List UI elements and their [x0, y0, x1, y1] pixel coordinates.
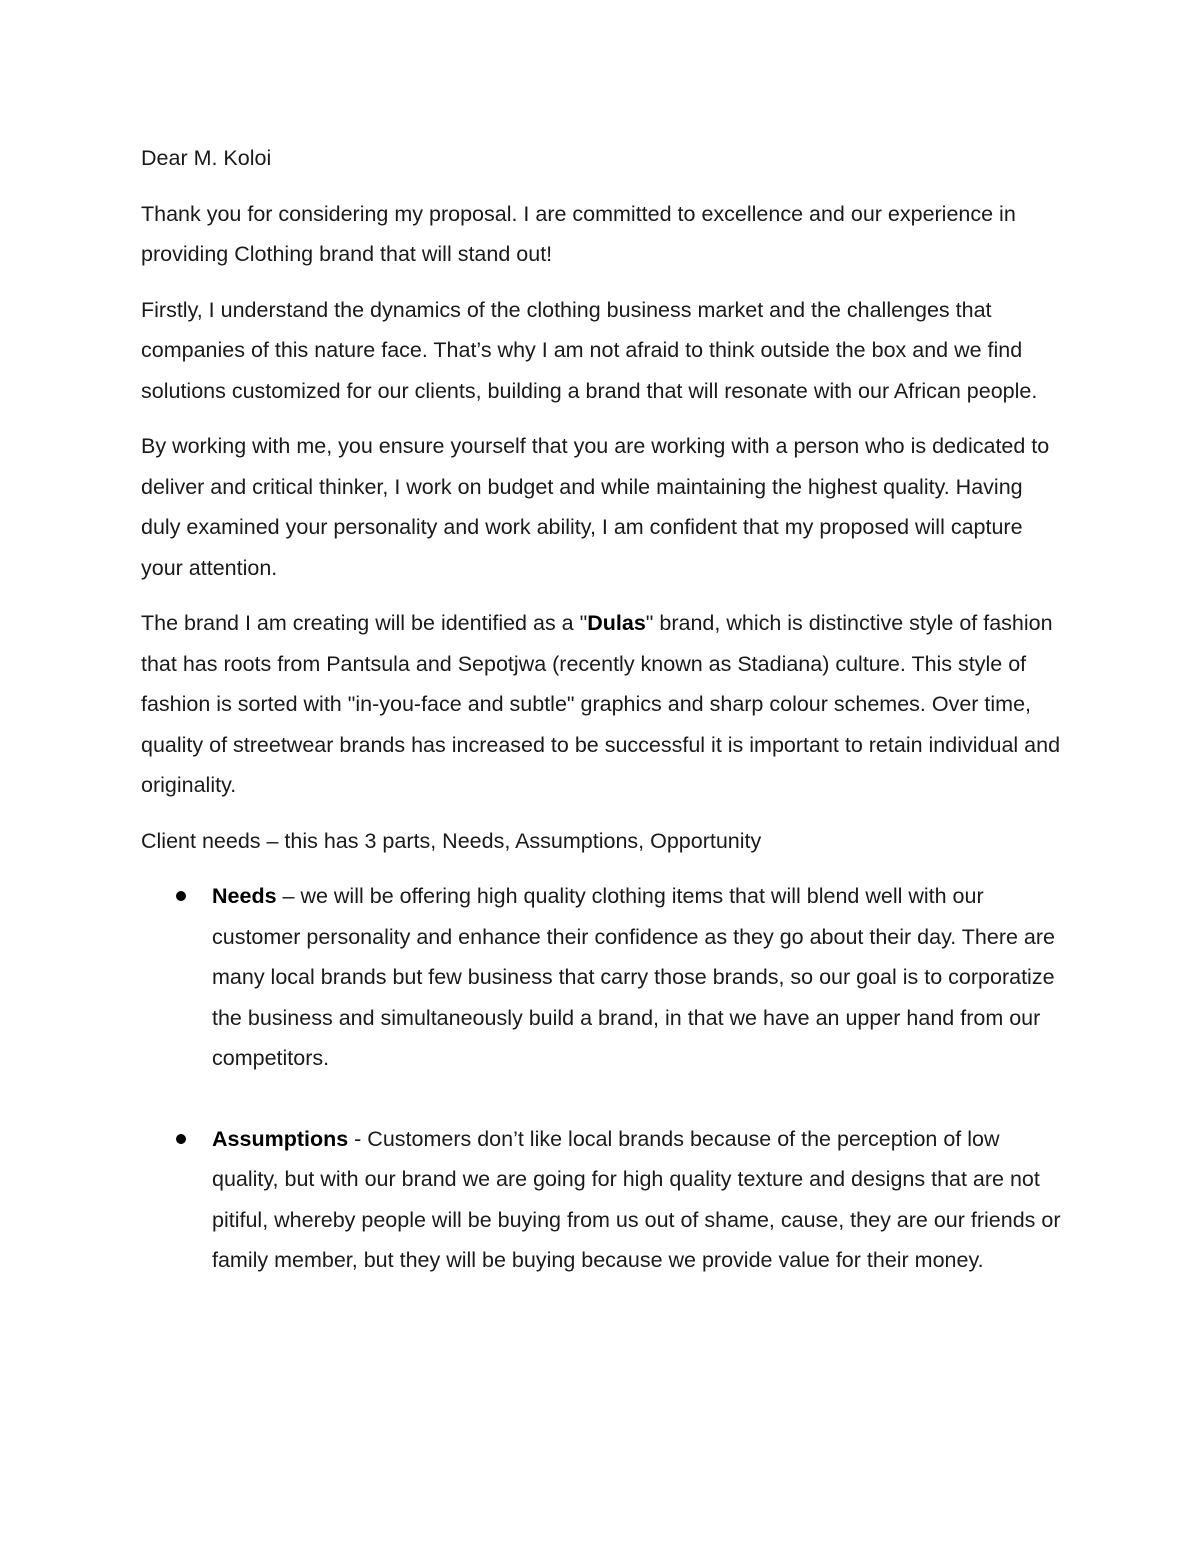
- paragraph-brand-identity: [141, 603, 1066, 806]
- brand-name: Dulas: [587, 611, 646, 635]
- paragraph-working-with-me: By working with me, you ensure yourself that you are working with a person who is dedicated to deliver and critical thinker, I work on budget and while maintaining the highest quality. Having duly examined your personality and work ability, I am confident that my proposed will capture your attention.: [141, 434, 1050, 580]
- paragraph-thank-you: Thank you for considering my proposal. I are committed to excellence and our experience in providing Clothing brand that will stand out!: [141, 201, 1016, 266]
- client-needs-intro: Client needs – this has 3 parts, Needs, Assumptions, Opportunity: [141, 828, 762, 853]
- list-item: [212, 1119, 1066, 1281]
- bullet-icon: [176, 891, 186, 901]
- list-item: [212, 876, 1066, 1079]
- paragraph-market-dynamics: Firstly, I understand the dynamics of the clothing business market and the challenges that companies of this nature face. That’s why I am not afraid to think outside the box and we find solutions customized for our clients, building a brand that will resonate with our African people.: [141, 297, 1038, 403]
- brand-text-before: The brand I am creating will be identified as a ": [141, 611, 588, 635]
- salutation: Dear M. Koloi: [141, 146, 272, 170]
- list-item-text: - Customers don’t like local brands because of the perception of low quality, but with our brand we are going for high quality texture and designs that are not pitiful, whereby people will be buying from us out of shame, cause, they are our friends or family member, but they will be buying because we provide value for their money.: [212, 1126, 1061, 1272]
- client-needs-list: [141, 876, 1066, 1281]
- brand-text-after: " brand, which is distinctive style of fashion that has roots from Pantsula and Sepotjwa (recently known as Stadiana) culture. This style of fashion is sorted with "in-you-face and subtle" graphics and sharp colour schemes. Over time, quality of streetwear brands has increased to be successful it is important to retain individual and originality.: [141, 611, 1061, 797]
- list-item-term: Needs: [212, 884, 277, 908]
- bullet-icon: [176, 1134, 186, 1144]
- list-item-text: – we will be offering high quality clothing items that will blend well with our customer personality and enhance their confidence as they go about their day. There are many local brands but few business that carry those brands, so our goal is to corporatize the business and simultaneously build a brand, in that we have an upper hand from our competitors.: [212, 884, 1056, 1070]
- list-item-term: Assumptions: [212, 1126, 349, 1151]
- letter-page: [141, 138, 1066, 1281]
